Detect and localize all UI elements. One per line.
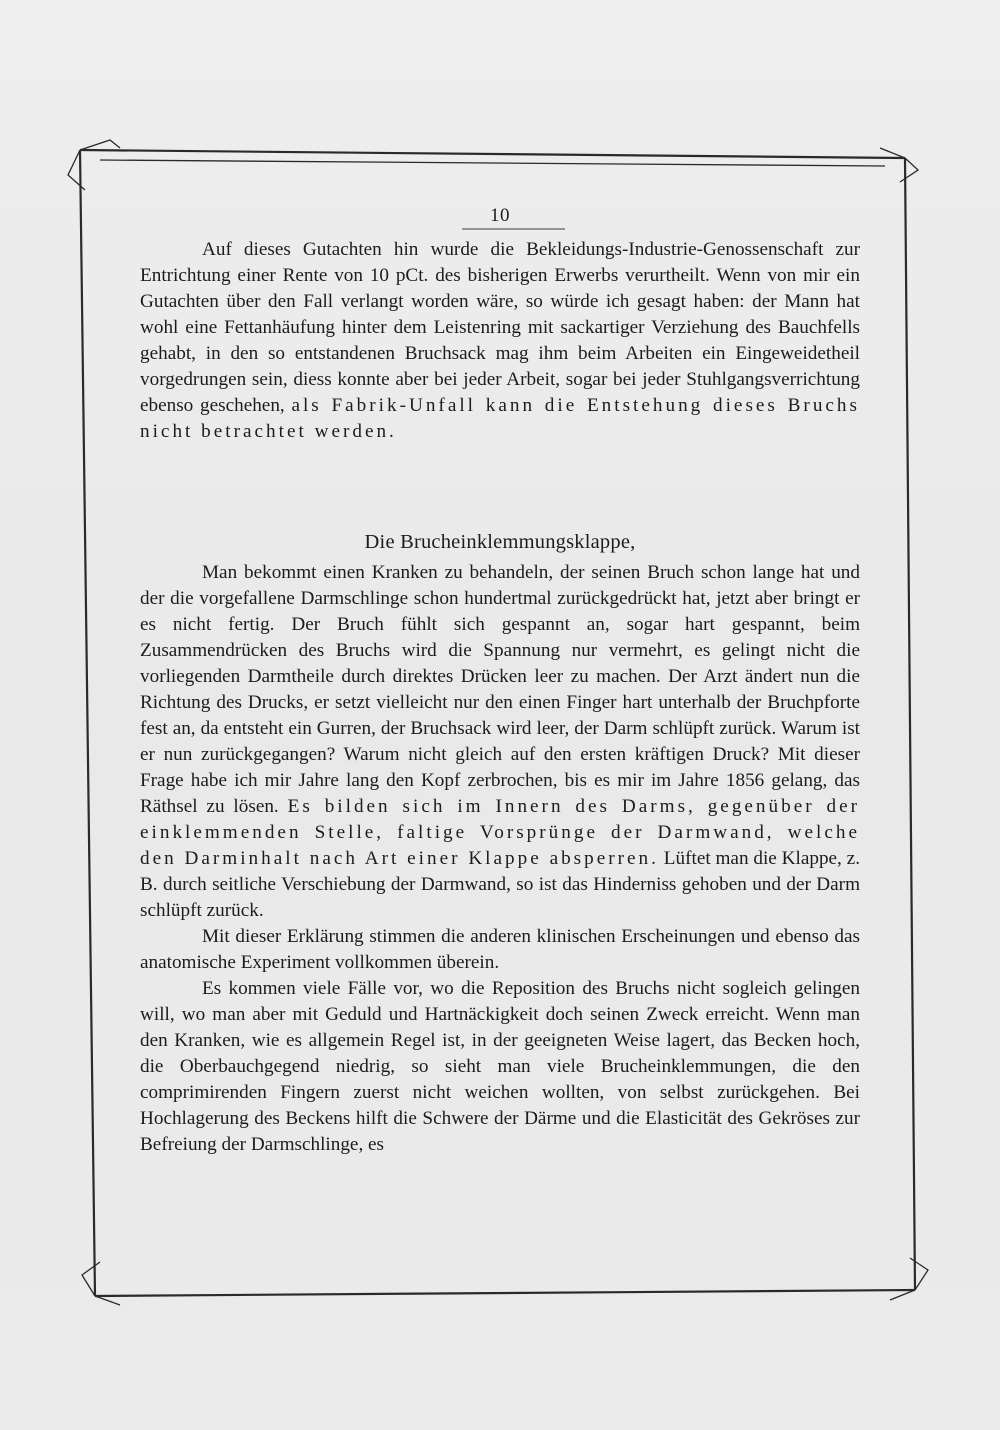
- paragraph-text: Auf dieses Gutachten hin wurde die Bekleidungs-Industrie-Genossenschaft zur Entrichtung einer Rente von 10 pCt. des bisherigen Erwerbs verurtheilt. Wenn von mir ein Gutachten über den Fall verlangt worden wäre, so würde ich gesagt haben: der Mann hat wohl eine Fettanhäufung hinter dem Leistenring mit sackartiger Verziehung des Bauchfells gehabt, in den so entstandenen Bruchsack mag ihm beim Arbeiten ein Eingeweidetheil vorgedrungen sein, diess konnte aber bei jeder Arbeit, sogar bei jeder Stuhlgangsverrichtung ebenso geschehen,: [140, 239, 860, 416]
- paragraph: [140, 560, 860, 924]
- paragraph: Es kommen viele Fälle vor, wo die Reposition des Bruchs nicht sogleich gelingen will, wo man aber mit Geduld und Hartnäckigkeit doch seinen Zweck erreicht. Wenn man den Kranken, wie es allgemein Regel ist, in der geeigneten Weise lagert, das Becken hoch, die Oberbauchgegend niedrig, so sieht man viele Brucheinklemmungen, die den comprimirenden Fingern zuerst nicht weichen wollten, von selbst zurückgehen. Bei Hochlagerung des Beckens hilft die Schwere der Därme und die Elasticität des Gekröses zur Befreiung der Darmschlinge, es: [140, 978, 860, 1155]
- paragraph-text: Lüftet man die Klappe, z. B. durch seitliche Verschiebung der Darmwand, so ist das Hinderniss gehoben und der Darm schlüpft zurück.: [140, 848, 860, 921]
- paragraph-text: Man bekommt einen Kranken zu behandeln, der seinen Bruch schon lange hat und der die vorgefallene Darmschlinge schon hundertmal zurückgedrückt hat, jetzt aber bringt er es nicht fertig. Der Bruch fühlt sich gespannt an, sogar hart gespannt, beim Zusammendrücken des Bruchs wird die Spannung nur vermehrt, es gelingt nicht die vorliegenden Darmtheile durch direktes Drücken leer zu machen. Der Arzt ändert nun die Richtung des Drucks, er setzt vielleicht nur den einen Finger hart unterhalb der Bruchpforte fest an, da entsteht ein Gurren, der Bruchsack wird leer, der Darm schlüpft zurück. Warum ist er nun zurückgegangen? Warum nicht gleich auf den ersten kräftigen Druck? Mit dieser Frage habe ich mir Jahre lang den Kopf zerbrochen, bis es mir im Jahre 1856 gelang, das Räthsel zu lösen.: [140, 562, 860, 817]
- paragraph: Mit dieser Erklärung stimmen die anderen klinischen Erscheinungen und ebenso das anatomische Experiment vollkommen überein.: [140, 926, 860, 973]
- emphasized-text: Es bilden sich im Innern des Darms, gegenüber der einklemmenden Stelle, faltige Vorsprünge der Darmwand, welche den Darminhalt nach Art einer Klappe absperren.: [140, 796, 861, 869]
- paragraph: [140, 237, 860, 445]
- page-number: 10: [490, 205, 510, 226]
- page-content: [140, 205, 860, 1158]
- section-heading: Die Brucheinklemmungsklappe,: [364, 531, 636, 553]
- emphasized-text: als Fabrik-Unfall kann die Entstehung dieses Bruchs nicht betrachtet werden.: [140, 395, 860, 442]
